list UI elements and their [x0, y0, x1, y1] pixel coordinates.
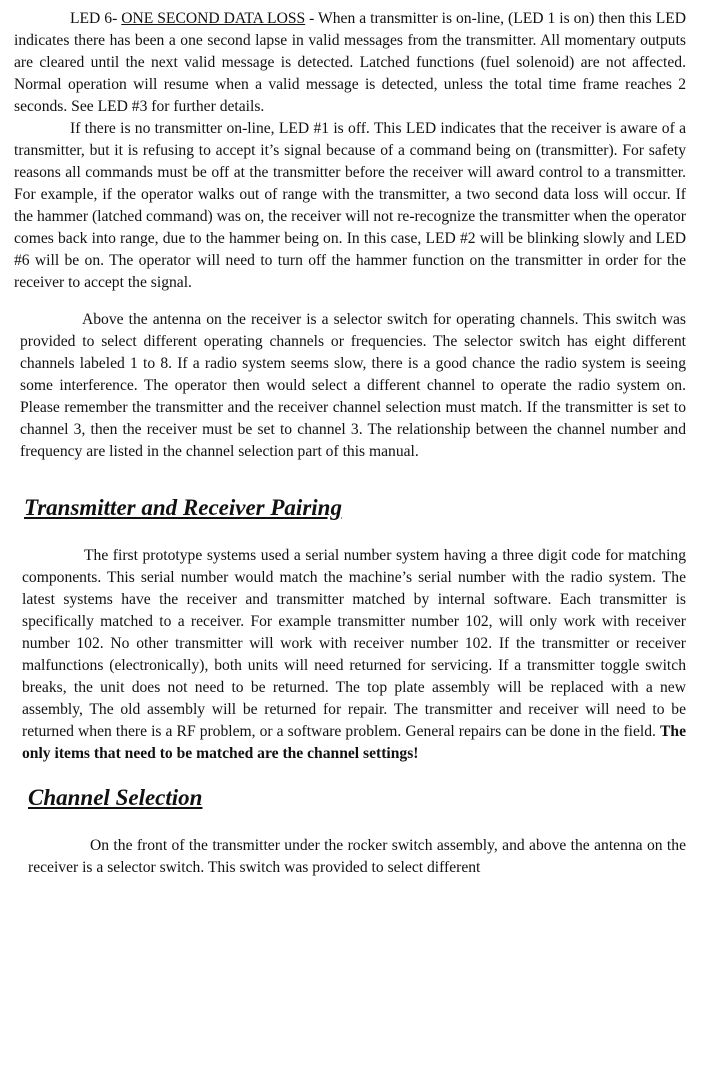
- no-transmitter-paragraph: If there is no transmitter on-line, LED #1 is off. This LED indicates that the receiver is aware of a transmitter, but it is refusing to accept it’s signal because of a command being on (transmitter). For safety reasons all commands must be off at the transmitter before the receiver will award control to a transmitter. For example, if the operator walks out of range with the transmitter, a two second data loss will occur. If the hammer (latched command) was on, the receiver will not re-recognize the transmitter when the operator comes back into range, due to the hammer being on. In this case, LED #2 will be blinking slowly and LED #6 will be on. The operator will need to turn off the hammer function on the transmitter in order for the receiver to accept the signal.: [14, 120, 686, 291]
- led6-paragraph: [14, 8, 686, 118]
- led6-text: - When a transmitter is on-line, (LED 1 is on) then this LED indicates there has been a one second lapse in valid messages from the transmitter. All momentary outputs are cleared until the next valid message is detected. Latched functions (fuel solenoid) are not affected. Normal operation will resume when a valid message is detected, unless the total time frame reaches 2 seconds. See LED #3 for further details.: [14, 10, 687, 115]
- pairing-section: [14, 545, 686, 765]
- pairing-bold-text: The only items that need to be matched are the channel settings!: [22, 723, 686, 762]
- led6-title: ONE SECOND DATA LOSS: [121, 10, 306, 27]
- channel-heading: Channel Selection: [28, 785, 203, 810]
- pairing-paragraph: [22, 545, 686, 765]
- channel-paragraph: On the front of the transmitter under the rocker switch assembly, and above the antenna on the receiver is a selector switch. This switch was provided to select different: [28, 837, 686, 876]
- pairing-heading: Transmitter and Receiver Pairing: [24, 495, 342, 520]
- led6-label: LED 6-: [70, 10, 118, 27]
- pairing-text: The first prototype systems used a serial number system having a three digit code for matching components. This serial number would match the machine’s serial number with the radio system. The latest systems have the receiver and transmitter matched by internal software. Each transmitter is specifically matched to a receiver. For example transmitter number 102, will only work with receiver number 102. No other transmitter will work with receiver number 102. If the transmitter or receiver malfunctions (electronically), both units will need returned for servicing. If a transmitter toggle switch breaks, the unit does not need to be returned. The top plate assembly will be replaced with a new assembly, The old assembly will be returned for repair. The transmitter and receiver will need to be returned when there is a RF problem, or a software problem. General repairs can be done in the field.: [22, 547, 686, 740]
- channel-section: [14, 835, 686, 879]
- selector-switch-paragraph: Above the antenna on the receiver is a selector switch for operating channels. This switch was provided to select different operating channels or frequencies. The selector switch has eight different channels labeled 1 to 8. If a radio system seems slow, there is a good chance the radio system is seeing some interference. The operator then would select a different channel to operate the radio system on. Please remember the transmitter and the receiver channel selection must match. If the transmitter is set to channel 3, then the receiver must be set to channel 3. The relationship between the channel number and frequency are listed in the channel selection part of this manual.: [20, 311, 686, 460]
